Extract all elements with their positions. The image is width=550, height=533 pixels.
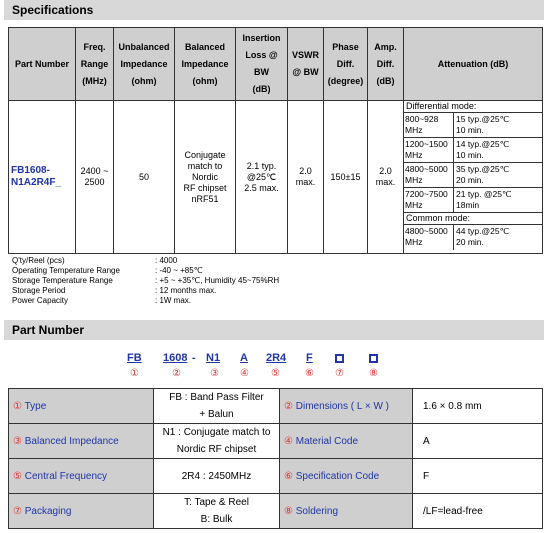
differential-mode-label: Differential mode: (404, 101, 542, 113)
code-segment-spec: F (306, 352, 313, 364)
misc-spec-label: Q'ty/Reel (pcs) (12, 256, 65, 265)
misc-spec-value: : 1W max. (155, 296, 192, 305)
legend-value: T: Tape & Reel B: Bulk (154, 494, 280, 529)
part-number-legend-table (8, 388, 543, 529)
cell-insertion-loss: 2.1 typ. @25℃ 2.5 max. (236, 101, 288, 254)
misc-spec-value: : 12 months max. (155, 286, 217, 295)
cell-amp-diff: 2.0 max. (368, 101, 404, 254)
misc-specifications (12, 256, 279, 306)
part-number-heading: Part Number (4, 320, 544, 340)
legend-label: ⑤ Central Frequency (9, 459, 154, 494)
misc-spec-row (12, 276, 279, 286)
legend-value: A (413, 424, 543, 459)
legend-label: ⑧ Soldering (280, 494, 413, 529)
cell-vswr: 2.0 max. (288, 101, 324, 254)
legend-value: FB : Band Pass Filter + Balun (154, 389, 280, 424)
specifications-table (8, 27, 543, 254)
soldering-placeholder-box (369, 354, 378, 363)
code-number: ⑦ (335, 368, 344, 379)
legend-label: ⑦ Packaging (9, 494, 154, 529)
misc-spec-value: : 4000 (155, 256, 178, 265)
legend-value: F (413, 459, 543, 494)
specifications-heading: Specifications (4, 0, 544, 20)
header-freq-range: Freq. Range (MHz) (76, 28, 114, 101)
legend-value: /LF=lead-free (413, 494, 543, 529)
misc-spec-value: : +5 ~ +35℃, Humidity 45~75%RH (155, 276, 280, 285)
attenuation-row (404, 188, 542, 213)
misc-spec-label: Operating Temperature Range (12, 266, 120, 275)
code-number: ⑥ (305, 368, 314, 379)
attenuation-value: 21 typ. @25℃ 18min (456, 189, 512, 210)
attenuation-value: 44 typ.@25℃ 20 min. (456, 226, 510, 247)
attenuation-row (404, 138, 542, 163)
attenuation-row (404, 113, 542, 138)
misc-spec-row (12, 296, 279, 306)
header-vswr: VSWR @ BW (288, 28, 324, 101)
cell-unbalanced-impedance: 50 (114, 101, 175, 254)
misc-spec-row (12, 256, 279, 266)
cell-phase-diff: 150±15 (324, 101, 368, 254)
attenuation-row (404, 163, 542, 188)
attenuation-freq: 4800~5000 MHz (404, 225, 454, 250)
header-part-number: Part Number (9, 28, 76, 101)
header-phase-diff: Phase Diff. (degree) (324, 28, 368, 101)
legend-value: N1 : Conjugate match to Nordic RF chipset (154, 424, 280, 459)
cell-part-number: FB1608- N1A2R4F_ (9, 101, 76, 254)
legend-label: ⑥ Specification Code (280, 459, 413, 494)
common-mode-label: Common mode: (404, 213, 542, 225)
attenuation-freq: 7200~7500 MHz (404, 188, 454, 212)
cell-balanced-impedance: Conjugate match to Nordic RF chipset nRF51 (175, 101, 236, 254)
legend-label: ③ Balanced Impedance (9, 424, 154, 459)
code-segment-frequency: 2R4 (266, 352, 287, 364)
code-segment-balanced-impedance: N1 (206, 352, 221, 364)
code-segment-type: FB (127, 352, 142, 364)
header-insertion-loss: Insertion Loss @ BW (dB) (236, 28, 288, 101)
attenuation-value: 15 typ.@25℃ 10 min. (456, 114, 510, 135)
code-number: ③ (210, 368, 219, 379)
part-code-line (0, 352, 550, 382)
misc-spec-label: Storage Period (12, 286, 66, 295)
legend-value: 1.6 × 0.8 mm (413, 389, 543, 424)
misc-spec-row (12, 266, 279, 276)
code-segment-dimensions: 1608 (163, 352, 188, 364)
attenuation-value: 14 typ.@25℃ 10 min. (456, 139, 510, 160)
attenuation-row (404, 225, 542, 250)
cell-attenuation (404, 101, 543, 254)
cell-freq-range: 2400 ~ 2500 (76, 101, 114, 254)
attenuation-freq: 800~928 MHz (404, 113, 454, 137)
legend-label: ② Dimensions ( L × W ) (280, 389, 413, 424)
header-attenuation: Attenuation (dB) (404, 28, 543, 101)
legend-label: ④ Material Code (280, 424, 413, 459)
misc-spec-value: : -40 ~ +85℃ (155, 266, 203, 275)
attenuation-freq: 1200~1500 MHz (404, 138, 454, 162)
misc-spec-label: Power Capacity (12, 296, 69, 305)
header-amp-diff: Amp. Diff. (dB) (368, 28, 404, 101)
attenuation-value: 35 typ.@25℃ 20 min. (456, 164, 510, 185)
code-number: ⑤ (271, 368, 280, 379)
legend-value: 2R4 : 2450MHz (154, 459, 280, 494)
header-unbalanced-impedance: Unbalanced Impedance (ohm) (114, 28, 175, 101)
misc-spec-row (12, 286, 279, 296)
code-number: ④ (240, 368, 249, 379)
misc-spec-label: Storage Temperature Range (12, 276, 113, 285)
packaging-placeholder-box (335, 354, 344, 363)
code-number: ① (130, 368, 139, 379)
header-balanced-impedance: Balanced Impedance (ohm) (175, 28, 236, 101)
code-segment-material: A (240, 352, 248, 364)
code-number: ② (172, 368, 181, 379)
attenuation-freq: 4800~5000 MHz (404, 163, 454, 187)
legend-label: ① Type (9, 389, 154, 424)
code-dash: - (192, 352, 196, 364)
code-number: ⑧ (369, 368, 378, 379)
